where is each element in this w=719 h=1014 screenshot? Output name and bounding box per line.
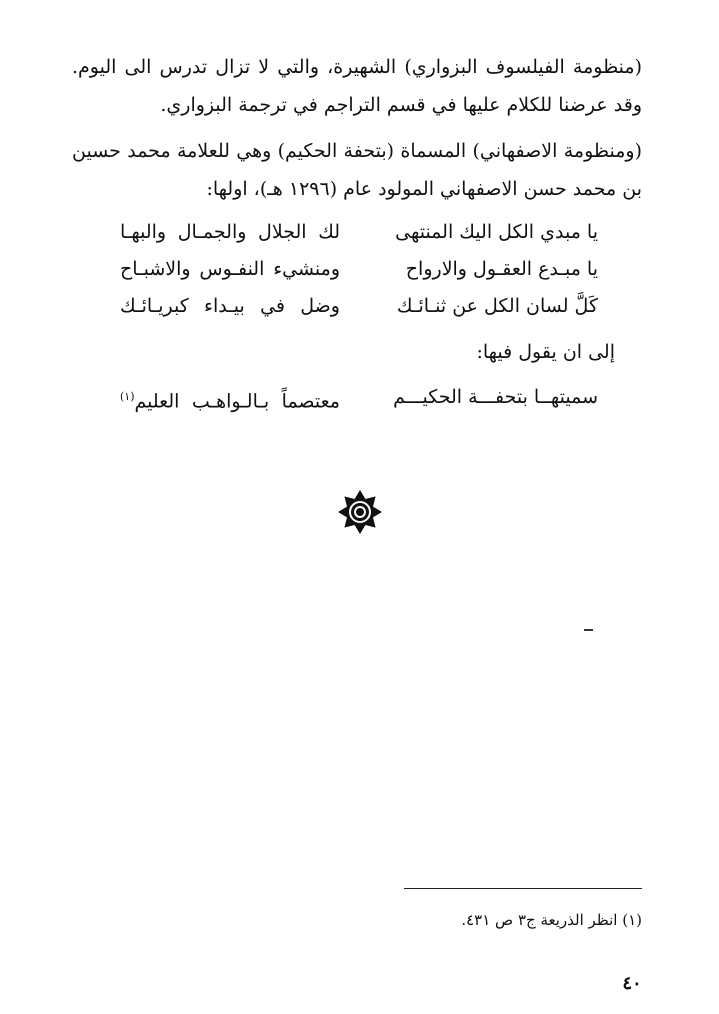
star-rosette-icon [336, 488, 384, 536]
stray-mark [584, 629, 593, 631]
footnote: (١) انظر الذريعة ج٣ ص ٤٣١. [461, 911, 642, 929]
poem-verse [120, 214, 598, 250]
verse-first-hemistich: كَلَّ لسان الكل عن ثنـائـك [396, 295, 598, 317]
page-number: ٤٠ [622, 973, 642, 994]
footnote-divider [404, 888, 642, 889]
verse-second-text: معتصماً بـالـواهـب العليم [134, 390, 340, 413]
verse-first-hemistich: يا مبـدع العقـول والارواح [405, 258, 598, 280]
poem-verse [120, 288, 598, 324]
verse-second-hemistich: لك الجلال والجمـال والبهـا [120, 221, 340, 243]
verse-second-hemistich [120, 379, 340, 419]
ornament-center [356, 508, 364, 516]
footnote-marker: (١) [120, 390, 135, 403]
verse-second-hemistich: ومنشيء النفـوس والاشبـاح [120, 258, 340, 280]
poem-intro: إلى ان يقول فيها: [476, 341, 615, 363]
poem-closing-verse [120, 379, 598, 415]
poem-verse [120, 251, 598, 287]
verse-second-hemistich: وضل في بيـداء كبريـائـك [120, 295, 340, 317]
paragraph-isfahani: (ومنظومة الاصفهاني) المسماة (بتحفة الحكيم) وهي للعلامة محمد حسين بن محمد حسن الاصفهاني المولود عام (١٢٩٦ هـ)، اولها: [72, 140, 642, 200]
verse-first-hemistich: سميتهــا بتحفـــة الحكيـــم [393, 386, 598, 408]
paragraph-bazwari: (منظومة الفيلسوف البزواري) الشهيرة، والتي لا تزال تدرس الى اليوم. وقد عرضنا للكلام عليها في قسم التراجم في ترجمة البزواري. [72, 56, 642, 116]
verse-first-hemistich: يا مبدي الكل اليك المنتهى [395, 221, 598, 243]
